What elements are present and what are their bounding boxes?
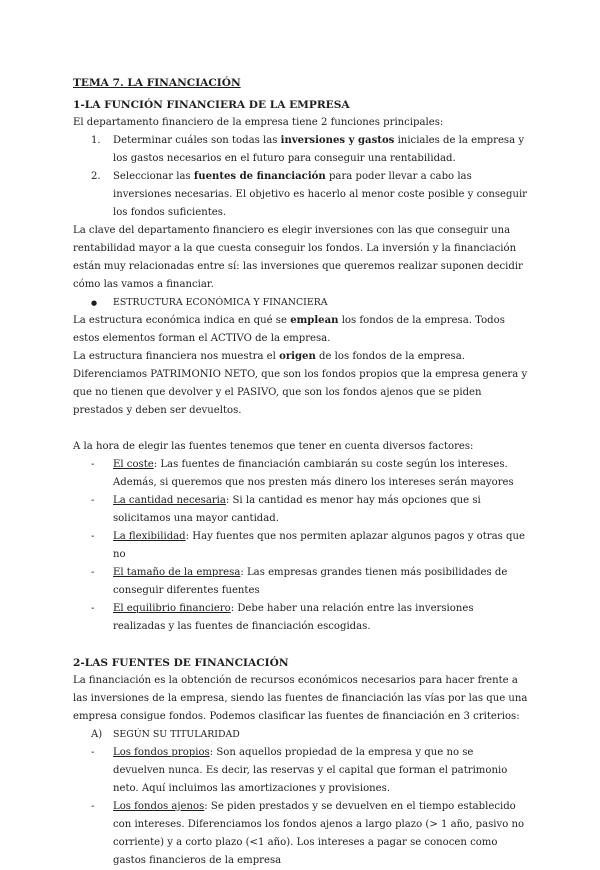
economic-structure-paragraph — [73, 312, 528, 348]
funds-list — [73, 744, 528, 870]
text-run: los fondos de la empresa. Todos estos elementos forman el ACTIVO de la empresa. — [73, 315, 505, 344]
section-2-paragraph: La financiación es la obtención de recursos económicos necesarios para hacer frente a las inversiones de la empresa, siendo las fuentes de financiación las vías por las que una empresa consigue fondos. Podemos clasificar las fuentes de financiación en 3 criterios: — [73, 675, 528, 722]
text-run: iniciales de la empresa y los gastos necesarios en el futuro para conseguir una rentabilidad. — [113, 135, 525, 164]
bullet-heading — [73, 294, 528, 312]
factors-list — [73, 456, 528, 636]
list-item — [73, 798, 528, 870]
underlined-term: El tamaño de la empresa — [113, 567, 241, 578]
text-run: Determinar cuáles son todas las — [113, 135, 281, 146]
section-1-intro: El departamento financiero de la empresa tiene 2 funciones principales: — [73, 117, 444, 128]
underlined-term: El equilibrio financiero — [113, 603, 231, 614]
list-item — [73, 132, 528, 168]
list-marker: - — [91, 801, 95, 812]
list-item — [73, 168, 528, 222]
text-run: La estructura económica indica en qué se — [73, 315, 291, 326]
list-marker: - — [91, 603, 95, 614]
list-item — [73, 528, 528, 564]
text-run: : Las empresas grandes tienen más posibilidades de conseguir diferentes fuentes — [113, 567, 508, 596]
section-1-paragraph: La clave del departamento financiero es elegir inversiones con las que conseguir una rentabilidad mayor a la que cuesta conseguir los fondos. La inversión y la financiación están muy relacionadas entre sí: las inversiones que queremos realizar suponen decidir cómo las vamos a financiar. — [73, 225, 523, 290]
list-marker: 2. — [91, 171, 101, 182]
text-run: de los fondos de la empresa. Diferenciamos PATRIMONIO NETO, que son los fondos propios que la empresa genera y que no tienen que devolver y el PASIVO, que son los fondos ajenos que se piden prestados y deben ser devueltos. — [73, 351, 528, 416]
list-marker: 1. — [91, 135, 101, 146]
underlined-term: La cantidad necesaria — [113, 495, 226, 506]
bullet-icon: ● — [91, 299, 98, 307]
underlined-term: Los fondos ajenos — [113, 801, 205, 812]
text-run: : Hay fuentes que nos permiten aplazar algunos pagos y otras que no — [113, 531, 525, 560]
section-2-heading: 2-LAS FUENTES DE FINANCIACIÓN — [73, 657, 289, 669]
list-item — [73, 492, 528, 528]
document-title: TEMA 7. LA FINANCIACIÓN — [73, 77, 241, 89]
bold-term: inversiones y gastos — [280, 135, 395, 146]
text-run: La estructura financiera nos muestra el — [73, 351, 280, 362]
text-run: : Se piden prestados y se devuelven en el tiempo establecido con intereses. Diferenciamos los fondos ajenos a largo plazo (> 1 año, pasivo no corriente) y a corto plazo (<1 año). Los intereses a pagar se conocen como gastos financieros de la empresa — [113, 801, 525, 866]
subheading-a — [73, 726, 528, 744]
subheading-text: SEGÚN SU TITULARIDAD — [113, 729, 240, 740]
underlined-term: El coste — [113, 459, 154, 470]
list-item — [73, 744, 528, 798]
list-marker: - — [91, 531, 95, 542]
subheading-marker: A) — [91, 729, 103, 740]
text-run: Seleccionar las — [113, 171, 194, 182]
text-run: para poder llevar a cabo las inversiones necesarias. El objetivo es hacerlo al menor coste posible y conseguir los fondos suficientes. — [113, 171, 527, 218]
functions-list — [73, 132, 528, 222]
bold-term: emplean — [290, 315, 339, 326]
list-marker: - — [91, 459, 95, 470]
text-run: : Las fuentes de financiación cambiarán su coste según los intereses. Además, si queremos que nos presten más dinero los intereses serán mayores — [113, 459, 514, 488]
underlined-term: Los fondos propios — [113, 747, 210, 758]
list-marker: - — [91, 747, 95, 758]
underlined-term: La flexibilidad — [113, 531, 186, 542]
list-marker: - — [91, 567, 95, 578]
factors-intro: A la hora de elegir las fuentes tenemos que tener en cuenta diversos factores: — [73, 441, 474, 452]
document-page — [73, 74, 528, 870]
financial-structure-paragraph — [73, 348, 528, 420]
spacer — [73, 636, 528, 654]
text-run: : Son aquellos propiedad de la empresa y que no se devuelven nunca. Es decir, las reservas y el capital que forman el patrimonio neto. Aquí incluimos las amortizaciones y provisiones. — [113, 747, 508, 794]
bold-term: fuentes de financiación — [193, 171, 326, 182]
section-1-heading: 1-LA FUNCIÓN FINANCIERA DE LA EMPRESA — [73, 99, 350, 111]
list-item — [73, 564, 528, 600]
list-item — [73, 600, 528, 636]
list-item — [73, 456, 528, 492]
list-marker: - — [91, 495, 95, 506]
spacer — [73, 420, 528, 438]
text-run: : Debe haber una relación entre las inversiones realizadas y las fuentes de financiación escogidas. — [113, 603, 474, 632]
bold-term: origen — [279, 351, 316, 362]
text-run: : Si la cantidad es menor hay más opciones que si solicitamos una mayor cantidad. — [113, 495, 481, 524]
bullet-heading-text: ESTRUCTURA ECONÓMICA Y FINANCIERA — [113, 297, 328, 308]
